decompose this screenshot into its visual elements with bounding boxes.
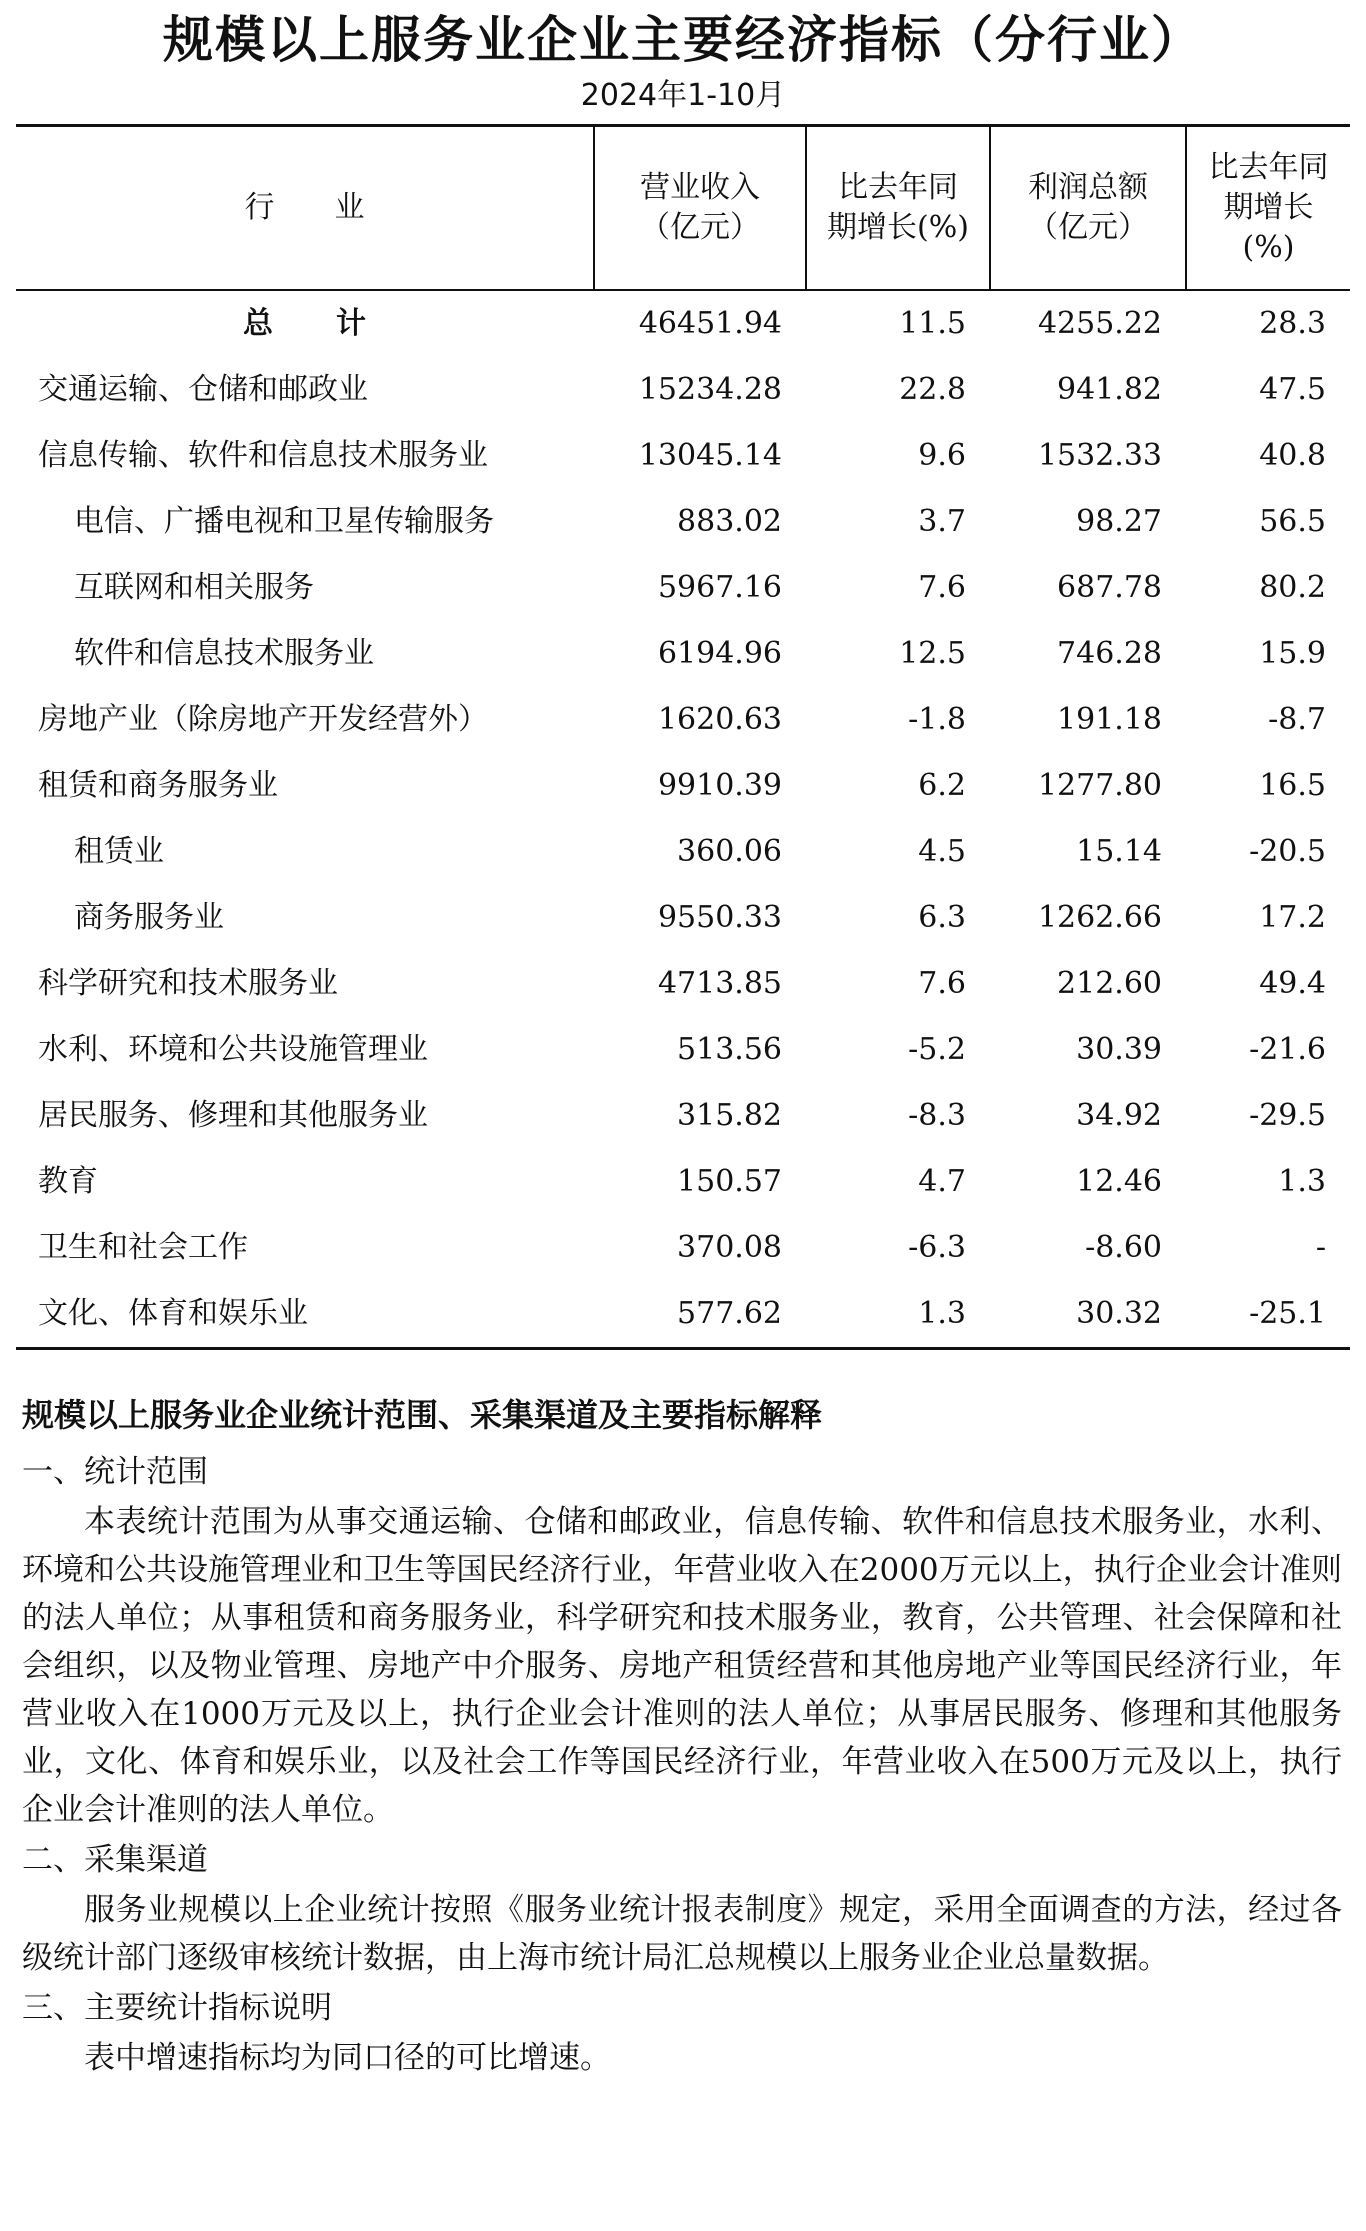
cell-profit-growth: -20.5 [1249, 834, 1326, 869]
cell-profit-growth: -25.1 [1186, 1281, 1350, 1349]
indicators-table [16, 124, 1350, 1350]
cell-revenue-growth: 6.2 [918, 768, 966, 803]
cell-revenue: 577.62 [594, 1281, 806, 1349]
section-body-indicators: 表中增速指标均为同口径的可比增速。 [84, 2040, 611, 2076]
industry-name: 卫生和社会工作 [38, 1230, 248, 1265]
table-row [16, 951, 1350, 1017]
cell-revenue: 4713.85 [657, 966, 782, 1001]
cell-profit-growth: 49.4 [1259, 966, 1326, 1001]
table-row [16, 1083, 1350, 1149]
industry-name: 信息传输、软件和信息技术服务业 [38, 438, 488, 473]
cell-profit: 1532.33 [1037, 438, 1162, 473]
cell-revenue: 15234.28 [638, 372, 782, 407]
cell-revenue-growth: 6.3 [918, 900, 966, 935]
industry-name: 租赁和商务服务业 [38, 768, 278, 803]
cell-profit-growth: 17.2 [1259, 900, 1326, 935]
cell-profit-growth: 1.3 [1278, 1164, 1326, 1199]
table-row [16, 489, 1350, 555]
cell-revenue: 315.82 [677, 1098, 782, 1133]
cell-profit: 941.82 [1057, 372, 1162, 407]
cell-revenue-growth: 4.5 [918, 834, 966, 869]
cell-revenue: 360.06 [677, 834, 782, 869]
table-row [16, 1149, 1350, 1215]
cell-profit: 191.18 [1057, 702, 1162, 737]
cell-profit-growth: 15.9 [1259, 636, 1326, 671]
industry-name: 文化、体育和娱乐业 [16, 1281, 594, 1349]
cell-profit-growth: 16.5 [1259, 768, 1326, 803]
industry-name: 水利、环境和公共设施管理业 [38, 1032, 428, 1067]
header-industry: 行 业 [16, 126, 594, 291]
cell-revenue: 5967.16 [657, 570, 782, 605]
section-body-scope: 本表统计范围为从事交通运输、仓储和邮政业，信息传输、软件和信息技术服务业，水利、环境和公共设施管理业和卫生等国民经济行业，年营业收入在2000万元以上，执行企业会计准则的法人单位；从事租赁和商务服务业，科学研究和技术服务业，教育，公共管理、社会保障和社会组织，以及物业管理、房地产中介服务、房地产租赁经营和其他房地产业等国民经济行业，年营业收入在1000万元及以上，执行企业会计准则的法人单位；从事居民服务、修理和其他服务业，文化、体育和娱乐业，以及社会工作等国民经济行业，年营业收入在500万元及以上，执行企业会计准则的法人单位。 [22, 1504, 1342, 1828]
cell-revenue: 13045.14 [638, 438, 782, 473]
cell-revenue: 9910.39 [657, 768, 782, 803]
cell-profit-growth: 56.5 [1259, 504, 1326, 539]
header-profit-growth: 比去年同 期增长 (%) [1186, 126, 1350, 291]
cell-profit: 15.14 [1076, 834, 1162, 869]
table-body [16, 290, 1350, 1349]
table-header-row [16, 126, 1350, 291]
cell-profit: 34.92 [1076, 1098, 1162, 1133]
table-row [16, 687, 1350, 753]
cell-revenue-growth: -8.3 [908, 1098, 966, 1133]
table-row [16, 1281, 1350, 1349]
cell-profit-growth: -21.6 [1249, 1032, 1326, 1067]
cell-revenue-growth: 3.7 [918, 504, 966, 539]
cell-revenue-growth: 9.6 [918, 438, 966, 473]
table-row [16, 1215, 1350, 1281]
cell-revenue-growth: 7.6 [918, 966, 966, 1001]
cell-profit-growth: -29.5 [1249, 1098, 1326, 1133]
table-row [16, 555, 1350, 621]
section-heading-indicators: 三、主要统计指标说明 [22, 1990, 332, 2026]
cell-profit-growth: 80.2 [1259, 570, 1326, 605]
cell-revenue-growth: 1.3 [806, 1281, 990, 1349]
table-row [16, 621, 1350, 687]
industry-name: 商务服务业 [74, 900, 224, 935]
cell-revenue: 9550.33 [657, 900, 782, 935]
cell-profit: 98.27 [1076, 504, 1162, 539]
table-row [16, 1017, 1350, 1083]
industry-name: 互联网和相关服务 [74, 570, 314, 605]
industry-name: 交通运输、仓储和邮政业 [38, 372, 368, 407]
header-profit: 利润总额 （亿元） [990, 126, 1186, 291]
cell-profit: 1262.66 [1037, 900, 1162, 935]
notes-section [22, 1384, 1342, 2082]
header-revenue: 营业收入 （亿元） [594, 126, 806, 291]
section-body-collection: 服务业规模以上企业统计按照《服务业统计报表制度》规定，采用全面调查的方法，经过各级统计部门逐级审核统计数据，由上海市统计局汇总规模以上服务业企业总量数据。 [22, 1892, 1342, 1976]
page-title: 规模以上服务业企业主要经济指标（分行业） [163, 11, 1203, 69]
cell-profit-growth: 40.8 [1259, 438, 1326, 473]
industry-name: 总 计 [243, 306, 367, 341]
industry-name: 科学研究和技术服务业 [38, 966, 338, 1001]
table-row [16, 819, 1350, 885]
cell-revenue-growth: -1.8 [908, 702, 966, 737]
cell-revenue-growth: -6.3 [908, 1230, 966, 1265]
cell-revenue: 6194.96 [657, 636, 782, 671]
cell-revenue: 883.02 [677, 504, 782, 539]
cell-profit: 1277.80 [1037, 768, 1162, 803]
header-revenue-growth: 比去年同 期增长(%) [806, 126, 990, 291]
cell-profit: 687.78 [1057, 570, 1162, 605]
industry-name: 软件和信息技术服务业 [74, 636, 374, 671]
industry-name: 居民服务、修理和其他服务业 [38, 1098, 428, 1133]
cell-revenue-growth: 11.5 [899, 306, 966, 341]
cell-revenue: 1620.63 [657, 702, 782, 737]
table-row [16, 357, 1350, 423]
cell-profit: 30.39 [1076, 1032, 1162, 1067]
cell-revenue-growth: -5.2 [908, 1032, 966, 1067]
table-row [16, 423, 1350, 489]
cell-profit: 4255.22 [1037, 306, 1162, 341]
cell-profit-growth: 47.5 [1259, 372, 1326, 407]
cell-revenue: 46451.94 [638, 306, 782, 341]
cell-revenue: 513.56 [677, 1032, 782, 1067]
cell-profit-growth: 28.3 [1259, 306, 1326, 341]
cell-profit: 746.28 [1057, 636, 1162, 671]
cell-revenue-growth: 7.6 [918, 570, 966, 605]
industry-name: 电信、广播电视和卫星传输服务 [74, 504, 494, 539]
notes-title: 规模以上服务业企业统计范围、采集渠道及主要指标解释 [22, 1396, 823, 1434]
cell-profit: 30.32 [990, 1281, 1186, 1349]
cell-revenue-growth: 4.7 [918, 1164, 966, 1199]
cell-profit: 212.60 [1057, 966, 1162, 1001]
cell-profit: -8.60 [1085, 1230, 1162, 1265]
cell-revenue: 150.57 [677, 1164, 782, 1199]
cell-revenue-growth: 22.8 [899, 372, 966, 407]
section-heading-scope: 一、统计范围 [22, 1454, 208, 1490]
table-row [16, 290, 1350, 357]
cell-revenue: 370.08 [677, 1230, 782, 1265]
industry-name: 租赁业 [74, 834, 164, 869]
table-row [16, 885, 1350, 951]
cell-profit-growth: -8.7 [1268, 702, 1326, 737]
cell-profit-growth: - [1315, 1230, 1326, 1265]
cell-revenue-growth: 12.5 [899, 636, 966, 671]
industry-name: 房地产业（除房地产开发经营外） [38, 702, 488, 737]
industry-name: 教育 [38, 1164, 98, 1199]
table-row [16, 753, 1350, 819]
cell-profit: 12.46 [1076, 1164, 1162, 1199]
report-period: 2024年1-10月 [580, 78, 786, 113]
section-heading-collection: 二、采集渠道 [22, 1842, 208, 1878]
